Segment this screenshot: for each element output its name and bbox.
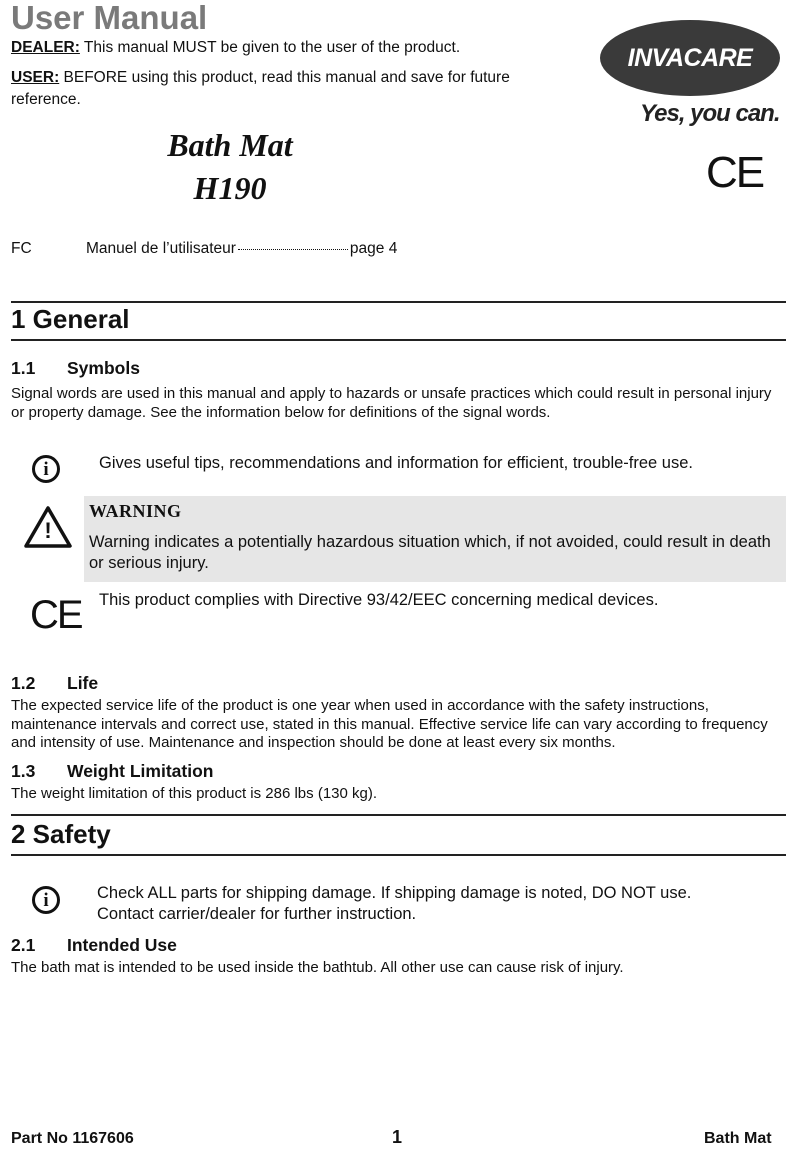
user-label: USER: — [11, 69, 60, 86]
dealer-text: This manual MUST be given to the user of the product. — [79, 39, 461, 56]
subsection-number: 1.3 — [11, 761, 36, 781]
product-name: Bath Mat — [167, 127, 293, 163]
subsection-heading-intended-use — [11, 934, 177, 956]
logo-text: INVACARE — [627, 43, 753, 72]
subsection-title: Symbols — [67, 358, 140, 378]
footer-page-number: 1 — [392, 1127, 403, 1147]
footer-part-number: Part No 1167606 — [11, 1130, 134, 1147]
ce-icon: CE — [30, 593, 82, 637]
subsection-number: 2.1 — [11, 935, 36, 955]
life-paragraph: The expected service life of the product is one year when used in accordance with the safety instructions, maintenance intervals and correct use, stated in this manual. Effective service life can vary according to frequency and intensity of use. Maintenance and inspection should be done at least every six months. — [11, 697, 768, 751]
subsection-number: 1.1 — [11, 358, 36, 378]
section-rule-top — [11, 814, 786, 816]
warning-text: Warning indicates a potentially hazardous situation which, if not avoided, could result in death or serious injury. — [89, 533, 771, 572]
shipping-note-line2: Contact carrier/dealer for further instruction. — [97, 905, 417, 923]
dealer-notice — [11, 38, 460, 58]
subsection-title: Life — [67, 673, 99, 693]
weight-paragraph: The weight limitation of this product is 286 lbs (130 kg). — [11, 785, 378, 802]
toc-leader — [238, 249, 348, 250]
toc-page: page 4 — [349, 240, 398, 257]
shipping-note-line1: Check ALL parts for shipping damage. If shipping damage is noted, DO NOT use. — [97, 884, 692, 902]
section-heading-safety: 2 Safety — [11, 819, 111, 849]
info-icon: i — [32, 455, 60, 483]
toc-lang-code: FC — [11, 240, 32, 257]
product-model: H190 — [193, 170, 267, 206]
document-title: User Manual — [11, 0, 208, 36]
subsection-title: Weight Limitation — [67, 761, 214, 781]
toc-entry[interactable] — [86, 240, 397, 258]
user-notice-cont: reference. — [11, 91, 81, 108]
user-text: BEFORE using this product, read this manual and save for future — [59, 69, 510, 86]
warning-glyph: ! — [44, 518, 52, 543]
subsection-number: 1.2 — [11, 673, 36, 693]
subsection-heading-weight — [11, 760, 213, 782]
section-rule-bottom — [11, 854, 786, 856]
invacare-logo — [600, 20, 780, 96]
info-note: Gives useful tips, recommendations and information for efficient, trouble-free use. — [99, 454, 693, 472]
ce-note: This product complies with Directive 93/42/EEC concerning medical devices. — [99, 591, 659, 609]
subsection-heading-life — [11, 672, 98, 694]
brand-slogan: Yes, you can. — [640, 100, 780, 127]
warning-box — [84, 496, 786, 582]
user-notice — [11, 68, 510, 88]
footer-product: Bath Mat — [704, 1130, 772, 1147]
info-icon: i — [32, 886, 60, 914]
section-rule-bottom — [11, 339, 786, 341]
subsection-heading-symbols — [11, 357, 140, 379]
subsection-title: Intended Use — [67, 935, 177, 955]
dealer-label: DEALER: — [11, 39, 80, 56]
warning-title: WARNING — [89, 501, 182, 521]
warning-icon — [24, 505, 72, 554]
intended-use-paragraph: The bath mat is intended to be used inside the bathtub. All other use can cause risk of injury. — [11, 959, 624, 976]
symbols-paragraph: Signal words are used in this manual and apply to hazards or unsafe practices which could result in personal injury or property damage. See the information below for definitions of the signal words. — [11, 385, 772, 421]
toc-title: Manuel de l’utilisateur — [86, 240, 236, 257]
ce-mark-icon: CE — [706, 148, 764, 197]
section-heading-general: 1 General — [11, 304, 130, 334]
